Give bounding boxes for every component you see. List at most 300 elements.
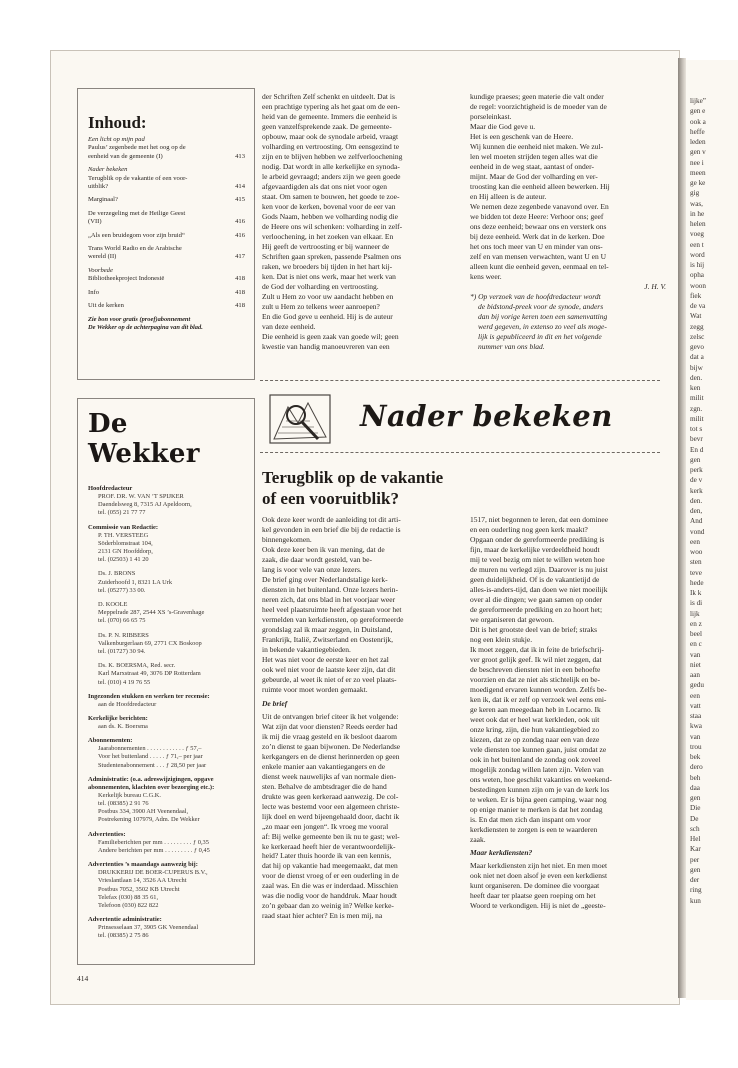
toc-entry: [88, 267, 245, 284]
next-page-line: bevr: [690, 435, 703, 444]
next-page-line: gevo: [690, 343, 704, 351]
colophon-line: DRUKKERIJ DE BOER-CUPERUS B.V.,: [98, 869, 208, 877]
next-page-line: daa: [690, 783, 700, 792]
article-line: verloochening, in het zoeken van elkaar. En: [262, 231, 394, 241]
next-page-line: staa: [690, 712, 702, 720]
article-line: onze kring, zijn, die hun vakantiegebied zo: [470, 724, 600, 734]
next-page-line: ken: [690, 384, 701, 392]
colophon-body: [88, 701, 246, 709]
next-page-line: vond: [690, 527, 705, 536]
colophon-line: Voor het buitenland . . . . . ƒ 71,– per jaar: [98, 753, 203, 761]
toc-entry: [88, 289, 245, 297]
article-line: geen duidelijkheid. Of is de vakantietijd de: [470, 574, 600, 584]
article-line: geen vanzelfsprekende zaak. De gemeente-: [262, 121, 392, 131]
next-page-line: dat a: [690, 353, 704, 362]
article-line: af: Bij welke gemeente ben ik nu te gast; wel-: [262, 831, 400, 841]
next-page-line: van: [690, 650, 701, 659]
next-page-edge: [686, 60, 738, 1000]
toc-list: [88, 136, 245, 311]
article-line: op enige manier te merken is dat het zondag: [470, 804, 603, 814]
article-line: Frankrijk, Italië, Zwitserland en Oostenrijk,: [262, 634, 394, 644]
colophon-body: [88, 493, 246, 518]
article-line: voorzien en dat ze niet als stichtelijk en be-: [470, 674, 600, 684]
article-line: kel gevonden in een brief die bij de redactie is: [262, 524, 401, 534]
article-line: Schriften gaan spreken, passende Psalmen ons: [262, 251, 402, 261]
footnote-line: nummer van ons blad.: [478, 341, 545, 351]
colophon-line: tel. (01727) 30 94.: [98, 648, 146, 656]
colophon-line: Daendelsweg 8, 7315 AJ Apeldoorn,: [98, 501, 192, 509]
table-of-contents: [77, 88, 255, 380]
next-page-line: en z: [690, 619, 702, 628]
page-spine: [678, 58, 686, 998]
article-line: diensten in het buitenland. Onze lezers herin-: [262, 584, 398, 594]
colophon-body: [88, 570, 246, 595]
toc-entry-title-line: Bibliotheekproject Indonesië: [88, 275, 165, 283]
next-page-line: beh: [690, 773, 701, 782]
article-line: porseleinkast.: [470, 111, 512, 121]
article-line: binnengekomen.: [262, 534, 312, 544]
article-line: raad staat hier achter? En is men mij, na: [262, 911, 383, 921]
next-page-line: sten: [690, 558, 702, 567]
article-line: ik mij die vraag gesteld en ik besloot daarom: [262, 731, 397, 741]
colophon-heading: Ingezonden stukken en werken ter recensie:: [88, 692, 210, 700]
article-line: staat. Om samen te bouwen, het goede te zoe-: [262, 191, 400, 201]
article-line: fijn, maar de kerkelijke verdeeldheid houdt: [470, 544, 600, 554]
next-page-line: ring: [690, 886, 702, 895]
article-line: zaak, die daar wordt gesteld, van be-: [262, 554, 372, 564]
article-line: over al die dingen; we gaan samen op onder: [470, 594, 603, 604]
article-line: mij te veel bezig om niet te willen weten hoe: [470, 554, 605, 564]
toc-entry: [88, 196, 245, 204]
article-line: zelf en van mensen verwachten, want U en U: [470, 251, 606, 261]
next-page-line: gen: [690, 794, 701, 802]
toc-entry-text: [88, 245, 227, 262]
article-line: heid? Later thuis hoorde ik van een kennis,: [262, 851, 392, 861]
colophon-line: Andere berichten per mm . . . . . . . . . ƒ 0,45: [98, 846, 210, 854]
colophon-heading: Hoofdredacteur: [88, 485, 133, 492]
toc-entry-title-line: Marginaal?: [88, 196, 118, 204]
toc-entry-text: [88, 232, 227, 240]
toc-entry: [88, 302, 245, 310]
next-page-line: gen v: [690, 148, 706, 157]
article-line: ook wel niet voor de laatste keer zijn, dat dit: [262, 664, 396, 674]
colophon-line: Postbus 7052, 3502 KB Utrecht: [98, 885, 180, 893]
colophon-heading: Kerkelijke berichten:: [88, 715, 148, 723]
article-line: ken. Dat is niet ons werk, maar het werk van: [262, 271, 396, 281]
next-page-line: der: [690, 876, 700, 884]
toc-entry-title-line: Paulus’ zegenbede met het oog op de: [88, 144, 186, 152]
article-line: zaak.: [470, 834, 486, 844]
next-page-line: aan: [690, 671, 700, 679]
toc-entry-page: 416: [235, 218, 245, 226]
next-page-line: helen: [690, 220, 706, 228]
colophon-body: [88, 532, 246, 565]
colophon-body: [88, 745, 246, 770]
article-line: ruimte voor moet worden gemaakt.: [262, 684, 368, 694]
magnifier-illustration-icon: [268, 393, 332, 445]
article-line: zaal was. En die was er inderdaad. Misschien: [262, 881, 398, 891]
colophon-body: [88, 632, 246, 657]
colophon-line: D. KOOLE: [98, 601, 128, 609]
article-line: dienst week nauwelijks af van normale dien-: [262, 771, 397, 781]
toc-entry-page: 414: [235, 183, 245, 191]
next-page-line: niet: [690, 660, 701, 669]
toc-entry-kicker: Een licht op mijn pad: [88, 136, 145, 143]
article-line: zo’n dienst te gaan bijwonen. De Nederlandse: [262, 741, 401, 751]
next-page-line: beel: [690, 630, 702, 638]
article-line: nog een klein stukje.: [470, 634, 533, 644]
article-line: Woord te verkondigen. Hij is niet de „geeste-: [470, 901, 606, 911]
next-page-line: gen: [690, 455, 701, 464]
next-page-line: kwa: [690, 722, 702, 731]
colophon-line: Kerkelijk bureau C.G.K.: [98, 791, 162, 799]
next-page-line: word: [690, 250, 705, 259]
toc-entry-title-line: Uit de kerken: [88, 302, 124, 310]
article-line: kens weer.: [470, 271, 502, 281]
article-line: en Hij alleen is de auteur.: [470, 191, 547, 201]
toc-entry-page: 416: [235, 231, 245, 239]
colophon-line: Valkenburgerlaan 69, 2771 CX Boskoop: [98, 639, 202, 647]
next-page-line: en c: [690, 640, 702, 649]
next-page-line: Ik k: [690, 589, 702, 597]
next-page-line: een: [690, 537, 700, 546]
article-line: kerkdiensten te zorgen is een te waarderen: [470, 824, 598, 834]
next-page-line: meen: [690, 168, 706, 177]
colophon-body: [88, 723, 246, 731]
article-line: in bekende vakantiegebieden.: [262, 644, 351, 654]
next-page-line: Hel: [690, 835, 701, 843]
next-page-line: milit: [690, 414, 704, 423]
article-line: een prachtige typering als het gaat om de een-: [262, 101, 400, 111]
colophon-body: [88, 601, 246, 626]
article-line: is. En dat men zich dan inspant om voor: [470, 814, 591, 824]
next-page-line: heffe: [690, 127, 705, 136]
next-page-line: Die: [690, 804, 701, 813]
article-line: zult u Hem zo telkens weer aanroepen?: [262, 301, 380, 311]
article-line: voor de dienst vroeg of er een ouderling in de: [262, 871, 399, 881]
colophon-line: Karl Marxstraat 49, 3076 DP Rotterdam: [98, 670, 201, 678]
article-line: lang is voor vele van onze lezers.: [262, 564, 362, 574]
article-line: van deze eenheid.: [262, 321, 316, 331]
colophon-heading: Advertentie administratie:: [88, 916, 162, 924]
colophon-body: [88, 924, 246, 940]
article-line: kunt organiseren. De dominee die voorgaat: [470, 881, 600, 891]
next-page-line: de va: [690, 302, 706, 310]
footnote-line: de bidstond-preek voor de synode, anders: [478, 301, 604, 311]
article-line: vermelden van kerkdiensten, op gereformeerde: [262, 614, 404, 624]
colophon-line: Studentenabonnement . . . ƒ 28,50 per jaar: [98, 761, 207, 769]
article-line: Het is een geschenk van de Heere.: [470, 131, 574, 141]
article-line: te weken. Er is bijna geen camping, waar nog: [470, 794, 607, 804]
colophon-line: tel. (070) 66 65 75: [98, 617, 146, 625]
colophon-line: Postbus 334, 3900 AH Veenendaal,: [98, 808, 189, 816]
colophon-line: tel. (055) 21 77 77: [98, 509, 146, 517]
colophon-body: [88, 869, 246, 910]
next-page-line: trou: [690, 742, 702, 751]
article-line: ken ik, dat ik er zelf op verzoek wel eens eni-: [470, 694, 607, 704]
article-line: ons weten, hoe geschikt vakanties en weekend-: [470, 774, 612, 784]
article-line: ge keren aan meegedaan heb in Locarno. Ik: [470, 704, 601, 714]
next-page-line: was,: [690, 199, 703, 208]
article-line: volharding en vertroosting. Om eensgezind te: [262, 141, 400, 151]
article-line: „zo maar een jongen“. Ik vroeg me vooral: [262, 821, 389, 831]
article-line: 1517, niet begonnen te leren, dat een dominee: [470, 515, 609, 524]
colophon-heading: Commissie van Redactie:: [88, 523, 159, 531]
toc-entry: [88, 245, 245, 262]
next-page-line: fiek: [690, 291, 702, 300]
next-page-line: zegg: [690, 322, 704, 331]
colophon-line: Ds. K. BOERSMA, Red. secr.: [98, 662, 176, 670]
colophon-heading: Advertenties ’s maandags aanwezig bij:: [88, 861, 198, 869]
toc-entry-title-line: Terugblik op de vakantie of een voor-: [88, 174, 188, 182]
colophon-line: Söderblomstraat 104,: [98, 539, 153, 547]
toc-entry-page: 418: [235, 288, 245, 296]
next-page-line: leden: [690, 138, 706, 146]
article-line: Opgaan onder de gereformeerde prediking is: [470, 534, 605, 544]
next-page-line: nee i: [690, 158, 704, 167]
next-page-line: hede: [690, 578, 704, 587]
toc-entry-page: 417: [235, 253, 245, 261]
colophon-body: [88, 839, 246, 855]
article-line: Gods Naam, hebben we volharding nodig die: [262, 211, 399, 221]
article-top-column-2: [470, 92, 666, 352]
colophon-line: Vrieslantlaan 14, 3526 AA Utrecht: [98, 877, 187, 885]
next-page-line: de v: [690, 476, 703, 485]
article-line: kwestie van handig manoeuvreren van een: [262, 341, 390, 351]
next-page-line: een t: [690, 240, 704, 249]
next-page-line: dero: [690, 763, 703, 772]
article-line: gebeurde, al weet ik niet of er zo veel plaats-: [262, 674, 397, 684]
toc-entry-title-line: (VII): [88, 218, 102, 226]
article-line: ver groot gelijk geef. Ik wil niet zeggen, dat: [470, 654, 602, 664]
next-page-line: zelsc: [690, 332, 705, 341]
next-page-line: bek: [690, 753, 701, 761]
toc-entry-kicker: Voorbede: [88, 266, 113, 274]
article-line: Maar kerkdiensten zijn het niet. En men moet: [470, 861, 608, 871]
toc-entry-title-line: uitblik?: [88, 183, 109, 191]
next-page-line: tot s: [690, 425, 703, 433]
article-line: mogelijk zondag willen laten zijn. Velen van: [470, 764, 604, 774]
next-page-line: is di: [690, 599, 703, 608]
article-line: drukte was geen kerkeraad aanwezig. De col-: [262, 791, 399, 801]
signature: J. H. V.: [644, 281, 666, 291]
article-line: weet ook dat er heel wat kerkleden, ook uit: [470, 714, 600, 724]
article-line: En die God geve u eenheid. Hij is de auteur: [262, 311, 393, 321]
colophon-line: tel. (08385) 2 75 86: [98, 932, 149, 940]
next-page-line: sch: [690, 824, 700, 833]
toc-entry-page: 413: [235, 152, 245, 160]
next-page-text: [690, 96, 738, 906]
article-line: Maar die God geve u.: [470, 121, 536, 131]
next-page-line: een: [690, 691, 700, 700]
toc-entry-title-line: „Als een bruidegom voor zijn bruid“: [88, 231, 185, 239]
colophon-body: [88, 792, 246, 825]
next-page-line: De: [690, 814, 699, 823]
toc-entry-text: [88, 136, 227, 161]
toc-entry: [88, 210, 245, 227]
colophon-line: tel. (05277) 33 00.: [98, 586, 146, 594]
toc-entry: [88, 232, 245, 240]
toc-entry-text: [88, 210, 227, 227]
toc-entry-text: [88, 166, 227, 191]
next-page-line: bijw: [690, 363, 703, 372]
next-page-line: zgn.: [690, 404, 703, 413]
next-page-line: is hij: [690, 261, 705, 269]
article-line: lecte was bestemd voor een algemeen christe-: [262, 801, 400, 811]
article-line: enkele manier aan vakantiegangers en de: [262, 761, 386, 771]
article-line: Wij kunnen die eenheid niet maken. We zul-: [470, 141, 604, 151]
article-line: vele diensten toe kunnen gaan, juist omdat ze: [470, 744, 607, 754]
article-line: Hij geeft de vertroosting er bij wanneer de: [262, 241, 390, 251]
article-line: moedigend ervaren kunnen worden. Zelfs be-: [470, 684, 607, 694]
next-page-line: van: [690, 732, 701, 741]
article-line: ook niet net doen alsof je even een kerkdienst: [470, 871, 608, 881]
article-line: Ik moet zeggen, dat ik in feite de briefschrij-: [470, 644, 604, 654]
next-page-line: gig: [690, 189, 700, 198]
section-banner-title: Nader bekeken: [360, 399, 613, 433]
colophon-heading: Administratie: (o.a. adreswijzigingen, opgave abonnementen, klachten over bezorging etc.):: [88, 775, 215, 791]
article-top-column-1: [262, 92, 456, 352]
article-line: alleen kunt die eenheid geven, eenmaal en tel-: [470, 261, 609, 271]
article-line: nodig. Dat wordt in alle kerkelijke en synoda-: [262, 161, 400, 171]
article-line: ook in het buitenland de zondag ook zoveel: [470, 754, 601, 764]
toc-title: Inhoud:: [88, 113, 147, 132]
colophon-line: tel. (010) 4 19 76 55: [98, 678, 151, 686]
next-page-line: ge ke: [690, 179, 706, 187]
article-line: de gereformeerde prediking en zo hoort het;: [470, 604, 603, 614]
colophon-line: Prinsesselaan 37, 3905 GK Veenendaal: [98, 924, 199, 932]
colophon-line: tel. (02503) 1 41 20: [98, 556, 149, 564]
article-line: de Heere ons wil schenken: volharding in zelf-: [262, 221, 403, 231]
next-page-line: ook a: [690, 117, 706, 126]
article-line: afgevaardigden als dat ons niet voor ogen: [262, 181, 387, 191]
colophon-line: 2131 GN Hoofddorp,: [98, 548, 153, 556]
next-page-line: den,: [690, 507, 703, 515]
footnote-line: lijk is gepubliceerd in dit en het volgende: [478, 331, 602, 341]
next-page-line: kun: [690, 896, 701, 905]
article-line: kiezen, dat ze op zondag naar een van deze: [470, 734, 600, 744]
toc-entry-kicker: Nader bekeken: [88, 166, 128, 174]
article-line: ke kerkeraad heeft hier de verantwoordelijk-: [262, 841, 396, 851]
next-page-line: vatt: [690, 701, 701, 710]
headline-line: of een vooruitblik?: [262, 489, 399, 508]
toc-entry: [88, 166, 245, 191]
colophon-body: [88, 662, 246, 687]
colophon-line: Familieberichten per mm . . . . . . . . . ƒ 0,35: [98, 838, 209, 846]
article-line: dat hij op vakantie had meegemaakt, dat men: [262, 861, 398, 871]
article-line: de muren nu verlegd zijn. Daarover is nu juist: [470, 564, 608, 574]
toc-entry-text: [88, 302, 227, 310]
next-page-line: Wat: [690, 312, 702, 321]
article-line: zijn en te blijven hebben we zelfverloochening: [262, 151, 403, 161]
article-line: heel veel plaatsruimte heeft afgestaan voor het: [262, 604, 402, 614]
toc-entry-page: 418: [235, 302, 245, 310]
colophon-heading: Abonnementen:: [88, 737, 133, 745]
article-line: we organiseren dat gewoon.: [470, 614, 555, 624]
next-page-line: kerk: [690, 486, 703, 495]
toc-entry: [88, 136, 245, 161]
article-line: We nemen deze zegenbede vanavond over. En: [470, 201, 609, 211]
article-line: het ons toch meer van U en minder van ons-: [470, 241, 603, 251]
next-page-line: En d: [690, 445, 704, 454]
article-line: de regel: voorzichtigheid is de moeder van de: [470, 101, 607, 111]
toc-entry-page: 418: [235, 275, 245, 283]
article-line: kerkgangers en de dienst herinnerden op geen: [262, 751, 400, 761]
colophon-line: Ds. J. BRONS: [98, 570, 136, 578]
article-line: Zult u Hem zo voor uw aandacht hebben en: [262, 291, 394, 301]
toc-entry-title-line: eenheid van de gemeente (I): [88, 152, 163, 160]
article-line: was die nodig voor de handdruk. Maar houdt: [262, 891, 397, 901]
article-line: lijk doel en werd bijeengehaald door, dacht ik: [262, 811, 400, 821]
footnote-line: *) Op verzoek van de hoofdredacteur wordt: [470, 291, 601, 301]
toc-entry-title-line: wereld (II): [88, 253, 117, 261]
page-number: 414: [77, 974, 89, 983]
article-line: troosting kan die eenheid alleen bewerken. Hij: [470, 181, 610, 191]
colophon-line: Meppelrade 287, 2544 XS ’s-Gravenhage: [98, 609, 205, 617]
next-page-line: den.: [690, 373, 703, 382]
toc-footer: [88, 316, 245, 333]
colophon: [77, 398, 255, 965]
article-column-2: [470, 515, 666, 911]
next-page-line: Kar: [690, 845, 701, 854]
toc-footer-line: Zie bon voor gratis (proef)abonnement: [88, 315, 191, 323]
banner-rule-bottom: [260, 452, 660, 453]
article-column-1: [262, 515, 458, 921]
article-line: raken, we broeders bij tijden in het hart kij-: [262, 261, 393, 271]
next-page-line: perk: [690, 466, 703, 474]
masthead: De Wekker: [88, 409, 200, 469]
toc-entry-text: [88, 289, 227, 297]
subheading: De brief: [262, 698, 288, 708]
toc-entry-title-line: De verzegeling met de Heilige Geest: [88, 209, 186, 217]
colophon-line: PROF. DR. W. VAN ’T SPIJKER: [98, 493, 184, 500]
article-line: en een ouderling nog geen kerk maakt?: [470, 524, 588, 534]
article-line: De brief ging over Nederlandstalige kerk-: [262, 574, 388, 584]
article-line: Die eenheid is geen zaak van goede wil; geen: [262, 331, 399, 341]
toc-entry-text: [88, 196, 227, 204]
colophon-heading: Advertenties:: [88, 830, 126, 838]
article-line: Wat zijn dat voor diensten? Reeds eerder had: [262, 721, 398, 731]
article-line: neren zich, dat ons blad in het voorjaar weer: [262, 594, 396, 604]
article-line: der Schriften Zelf schenkt en uitdeelt. Dat is: [262, 92, 395, 101]
next-page-line: gen e: [690, 107, 706, 116]
headline-line: Terugblik op de vakantie: [262, 468, 444, 487]
footnote-line: dan bij vorige keren toen een samenvatting: [478, 311, 608, 321]
toc-footer-line: De Wekker op de achterpagina van dit blad.: [88, 323, 203, 331]
next-page-line: teve: [690, 568, 702, 577]
colophon-line: Postrekening 107979, Adm. De Wekker: [98, 816, 200, 824]
colophon-line: Jaarabonnementen . . . . . . . . . . . . ƒ 57,–: [98, 745, 202, 753]
next-page-line: woo: [690, 548, 703, 556]
article-line: ken voor de kerken, bovenal voor de eer van: [262, 201, 396, 211]
article-line: Ook deze keer ben ik van mening, dat de: [262, 544, 385, 554]
next-page-line: gen: [690, 865, 701, 874]
next-page-line: den.: [690, 496, 703, 505]
article-line: mijnt. Maar de God der volharding en ver-: [470, 171, 598, 181]
next-page-line: per: [690, 855, 700, 864]
article-headline: [262, 467, 443, 509]
colophon-line: Telefoon (030) 822 822: [98, 901, 159, 909]
article-line: alles-is-anders-tijd, dan doen we niet moeilijk: [470, 584, 608, 594]
footnote-line: werd gegeven, in extenso zo veel als moge-: [478, 321, 607, 331]
toc-entry-page: 415: [235, 196, 245, 204]
next-page-line: milit: [690, 394, 704, 403]
article-line: heeft daar ter plaatse geen roeping om het: [470, 891, 596, 901]
article-line: opbouw, maar ook de synodale arbeid, vraagt: [262, 131, 399, 141]
article-line: Dit is het grootste deel van de brief; straks: [470, 624, 598, 634]
toc-entry-title-line: Trans World Radio en de Arabische: [88, 245, 182, 253]
article-line: zo’n gebaar dan zo weinig in? Welke kerke-: [262, 901, 394, 911]
